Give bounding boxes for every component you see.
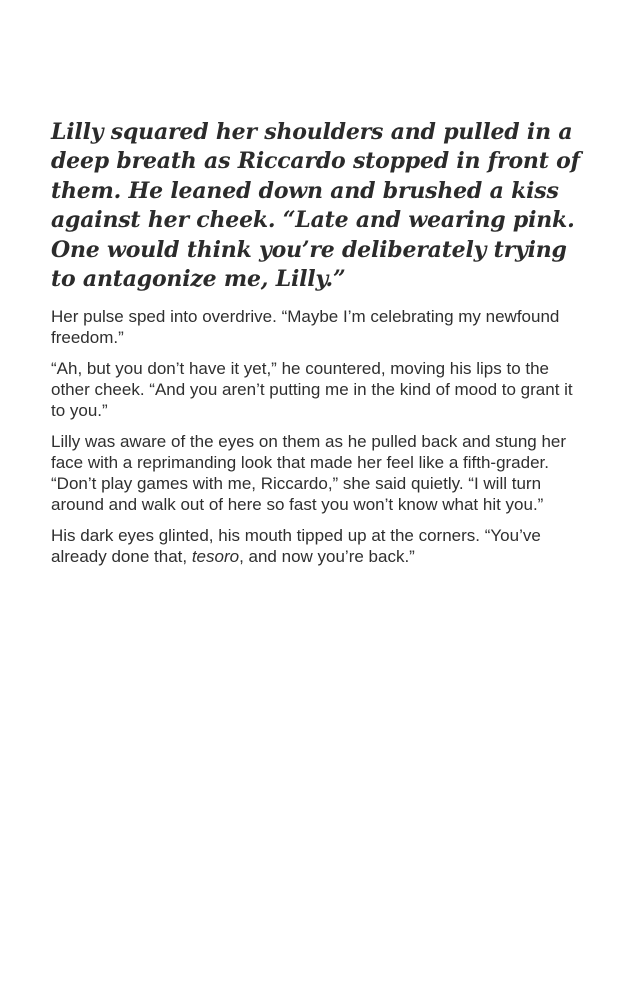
- lead-paragraph: Lilly squared her shoulders and pulled in a deep breath as Riccardo stopped in front of them. He leaned down and brushed a kiss against her cheek. “Late and wearing pink. One would think you’re deliberately trying to antagonize me, Lilly.”: [51, 119, 580, 293]
- document-page: [51, 118, 581, 577]
- paragraph-1: Her pulse sped into overdrive. “Maybe I’m celebrating my newfound freedom.”: [51, 307, 560, 348]
- paragraph-2: “Ah, but you don’t have it yet,” he countered, moving his lips to the other cheek. “And you aren’t putting me in the kind of mood to grant it to you.”: [51, 359, 573, 421]
- paragraph-4-text-start: His dark eyes glinted, his mouth tipped up at the corners. “You’ve already done that,: [51, 526, 541, 567]
- paragraph-4-text-end: , and now you’re back.”: [239, 547, 415, 567]
- italic-word: tesoro: [191, 547, 240, 567]
- paragraph-4: [51, 525, 581, 567]
- paragraph-3: Lilly was aware of the eyes on them as he pulled back and stung her face with a reprimanding look that made her feel like a fifth-grader. “Don’t play games with me, Riccardo,” she said quietly. “I will turn around and walk out of here so fast you won’t know what hit you.”: [51, 432, 567, 515]
